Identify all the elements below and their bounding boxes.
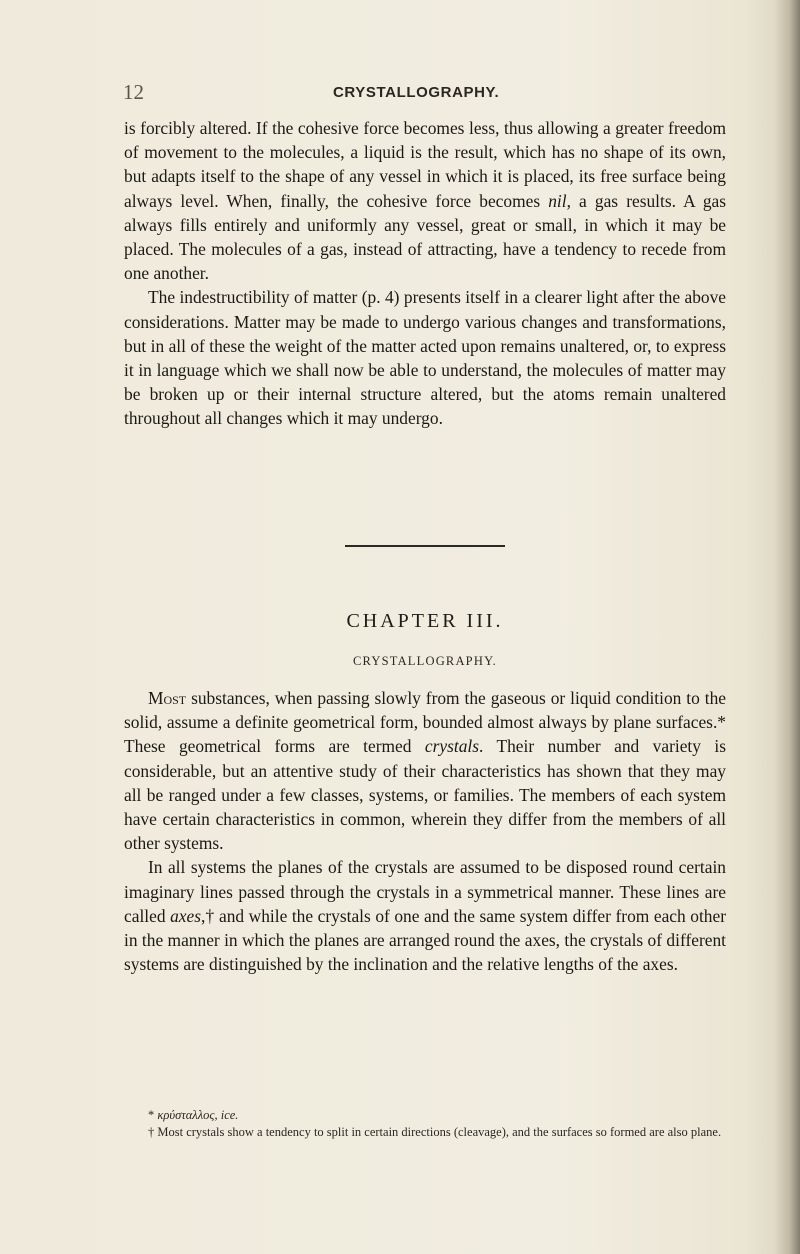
chapter-title: CHAPTER III. [346,610,504,632]
emphasis-text: nil [548,190,567,211]
chapter-subtitle: CRYSTALLOGRAPHY. [352,654,498,668]
page-number: 12 [123,80,144,104]
paragraph: In all systems the planes of the crystals are assumed to be disposed round certain imaginary lines passed through the crystals in a symmetrical manner. These lines are called axes,† and while the crystals of one and the same system differ from each other in the manner in which the planes are arranged round the axes, the crystals of different systems are distinguished by the inclination and the relative lengths of the axes. [124,857,726,975]
page-header [0,80,800,110]
lead-word: Most [148,688,187,708]
body-text-top [124,116,726,431]
section-divider [345,545,505,547]
body-text-bottom [124,686,726,976]
emphasis-text: axes [170,905,201,926]
footnote: * κρύσταλλος, ice. [148,1108,239,1122]
paragraph: The indestructibility of matter (p. 4) presents itself in a clearer light after the above considerations. Matter may be made to undergo various changes and transformations, but in all of these the weight of the matter acted upon remains unaltered, or, to express it in language which we shall now be able to understand, the molecules of matter may be broken up or their internal structure altered, but the atoms remain unaltered throughout all changes which it may undergo. [124,287,726,429]
paragraph: is forcibly altered. If the cohesive force becomes less, thus allowing a greater freedom of movement to the molecules, a liquid is the result, which has no shape of its own, but adapts itself to the shape of any vessel in which it is placed, its free surface being always level. When, finally, the cohesive force becomes nil, a gas results. A gas always fills entirely and uniformly any vessel, great or small, in which it may be placed. The molecules of a gas, instead of attracting, have a tendency to recede from one another. [124,118,727,284]
footnotes [124,1107,726,1141]
running-head: CRYSTALLOGRAPHY. [333,84,500,101]
paragraph: Most substances, when passing slowly from the gaseous or liquid condition to the solid, assume a definite geometrical form, bounded almost always by plane surfaces.* These geometrical forms are termed crystals. Their number and variety is considerable, but an attentive study of their characteristics has shown that they may all be ranged under a few classes, systems, or families. The members of each system have certain characteristics in common, wherein they differ from the members of all other systems. [124,688,726,854]
footnote: † Most crystals show a tendency to split in certain directions (cleavage), and the surfaces so formed are also plane. [148,1125,722,1139]
emphasis-text: crystals [424,736,479,757]
